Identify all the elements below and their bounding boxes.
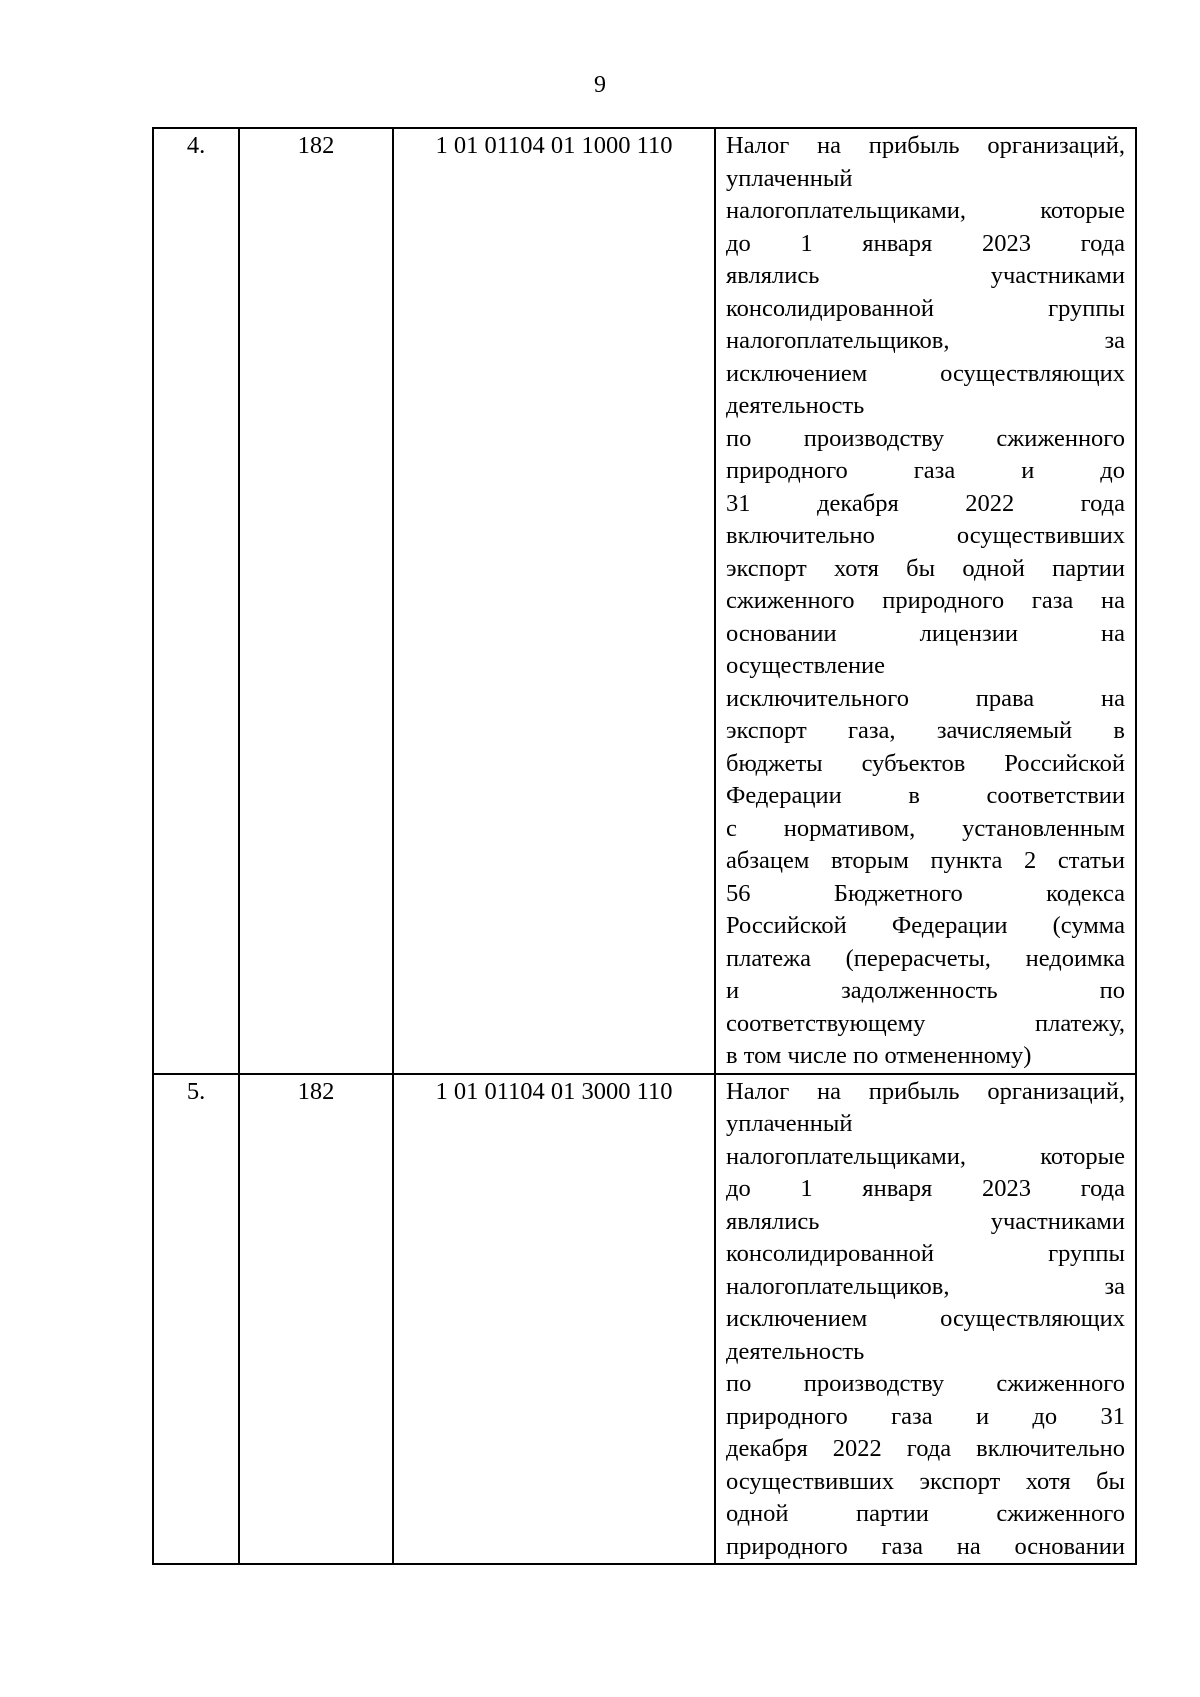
description-line: бюджеты субъектов Российской: [726, 749, 1125, 777]
page-number: 9: [594, 72, 606, 98]
description-line: 31 декабря 2022 года: [726, 489, 1125, 517]
administrator-code: 182: [239, 128, 393, 1074]
income-description: [715, 128, 1136, 1074]
description-line: до 1 января 2023 года: [726, 1175, 1125, 1202]
income-description: [715, 1074, 1136, 1565]
description-line: налогоплательщиками, которые: [726, 1142, 1125, 1170]
description-line: 56 Бюджетного кодекса: [726, 879, 1125, 907]
description-line: до 1 января 2023 года: [726, 229, 1125, 257]
description-line: Российской Федерации (сумма: [726, 912, 1125, 939]
budget-classification-table: [152, 127, 1137, 1565]
description-line: налогоплательщиками, которые: [726, 197, 1125, 224]
description-line: деятельность: [726, 392, 865, 419]
description-line: основании лицензии на: [726, 619, 1125, 647]
administrator-code: 182: [239, 1074, 393, 1565]
description-line: в том числе по отмененному): [726, 1042, 1032, 1069]
description-line: Федерации в соответствии: [726, 782, 1125, 809]
description-line: уплаченный: [726, 1110, 853, 1137]
description-line: природного газа и до 31: [726, 1402, 1125, 1430]
description-line: сжиженного природного газа на: [726, 587, 1125, 614]
description-line: и задолженность по: [726, 977, 1125, 1004]
description-line: осуществивших экспорт хотя бы: [726, 1467, 1125, 1495]
description-line: платежа (перерасчеты, недоимка: [726, 944, 1125, 972]
description-line: экспорт газа, зачисляемый в: [726, 717, 1125, 744]
description-line: природного газа на основании: [726, 1532, 1125, 1560]
description-line: деятельность: [726, 1337, 865, 1365]
description-line: являлись участниками: [726, 262, 1125, 289]
description-line: исключением осуществляющих: [726, 359, 1125, 387]
row-number: 4.: [153, 128, 239, 1074]
description-line: Налог на прибыль организаций,: [726, 132, 1125, 159]
description-line: включительно осуществивших: [726, 522, 1125, 549]
description-line: исключительного права на: [726, 684, 1125, 712]
table-row: [153, 1074, 1136, 1565]
description-line: одной партии сжиженного: [726, 1500, 1125, 1527]
description-line: являлись участниками: [726, 1207, 1125, 1235]
description-line: Налог на прибыль организаций,: [726, 1077, 1125, 1105]
description-line: исключением осуществляющих: [726, 1305, 1125, 1332]
budget-classification-code: 1 01 01104 01 3000 110: [393, 1074, 715, 1565]
budget-classification-code: 1 01 01104 01 1000 110: [393, 128, 715, 1074]
row-number: 5.: [153, 1074, 239, 1565]
description-line: налогоплательщиков, за: [726, 327, 1125, 354]
description-line: соответствующему платежу,: [726, 1009, 1125, 1037]
description-line: экспорт хотя бы одной партии: [726, 554, 1125, 582]
description-line: природного газа и до: [726, 457, 1125, 484]
description-line: по производству сжиженного: [726, 1370, 1125, 1397]
table-row: [153, 128, 1136, 1074]
description-line: с нормативом, установленным: [726, 814, 1125, 842]
description-line: уплаченный: [726, 164, 853, 192]
description-line: по производству сжиженного: [726, 424, 1125, 452]
description-line: декабря 2022 года включительно: [726, 1435, 1125, 1462]
description-line: абзацем вторым пункта 2 статьи: [726, 847, 1125, 874]
description-line: консолидированной группы: [726, 1240, 1125, 1267]
description-line: налогоплательщиков, за: [726, 1272, 1125, 1300]
description-line: осуществление: [726, 652, 886, 679]
description-line: консолидированной группы: [726, 294, 1125, 322]
